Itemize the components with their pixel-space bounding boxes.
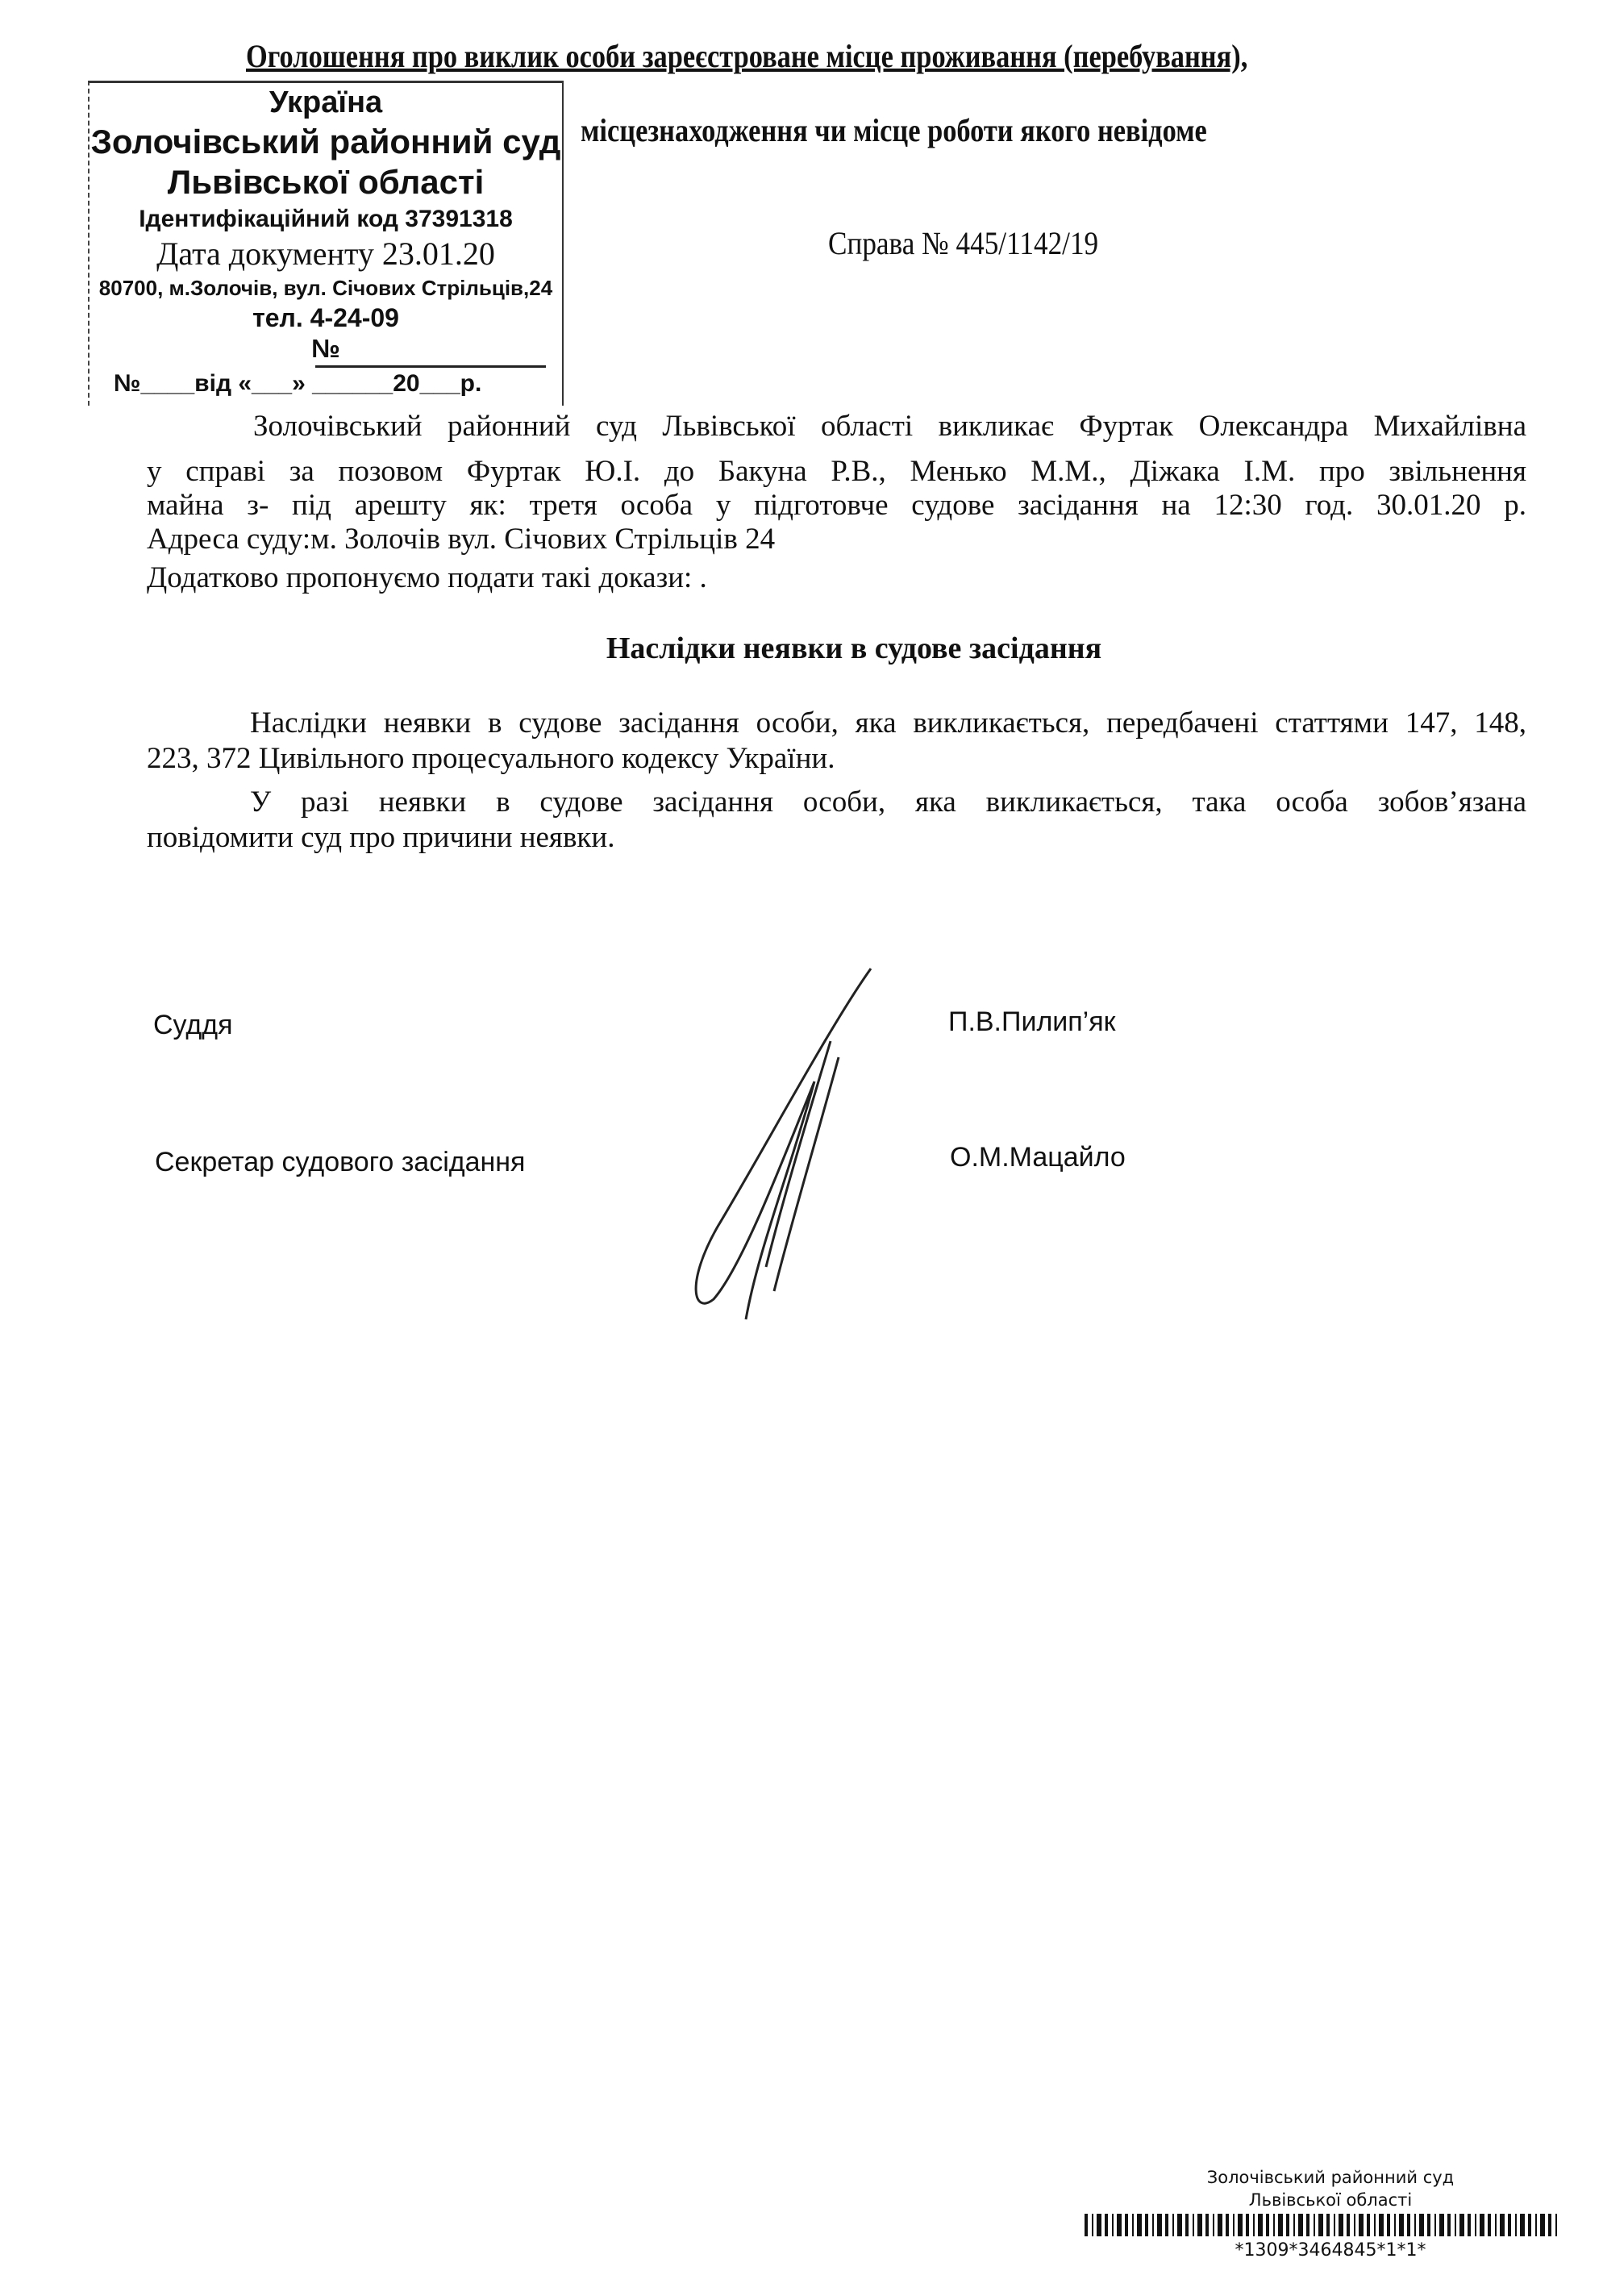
document-title-line-1: Оголошення про виклик особи зареєстроване місце проживання (перебування), — [246, 38, 1248, 74]
footer-court: Золочівський районний суд — [1206, 2168, 1455, 2187]
body-line: у справі за позовом Фуртак Ю.І. до Бакуна Р.В., Менько М.М., Діжака І.М. про звільнення — [147, 455, 1526, 488]
secretary-label: Секретар судового засідання — [155, 1147, 526, 1177]
judge-name: П.В.Пилип’як — [948, 1006, 1116, 1037]
summons-paragraph — [147, 410, 1526, 594]
stamp-number-label: № — [311, 334, 340, 363]
secretary-name: О.М.Мацайло — [950, 1142, 1126, 1173]
stamp-court: Золочівський районний суд — [90, 123, 561, 160]
stamp-from-line: №____від «___» ______20___р. — [114, 370, 482, 397]
consequences-line: 223, 372 Цивільного процесуального кодексу України. — [147, 742, 835, 775]
stamp-country: Україна — [269, 85, 383, 119]
court-stamp — [88, 81, 564, 406]
stamp-code: Ідентифікаційний код 37391318 — [139, 206, 513, 232]
case-number: Справа № 445/1142/19 — [828, 225, 1099, 261]
stamp-address: 80700, м.Золочів, вул. Січових Стрільців,24 — [98, 276, 553, 300]
barcode-number: *1309*3464845*1*1* — [1235, 2240, 1426, 2261]
footer-region: Львівської області — [1248, 2190, 1413, 2210]
handwritten-signature — [669, 960, 879, 1323]
body-line: Золочівський районний суд Львівської області викликає Фуртак Олександра Михайлівна — [253, 410, 1526, 443]
consequences-heading: Наслідки неявки в судове засідання — [606, 631, 1102, 665]
barcode — [1085, 2214, 1560, 2236]
consequences-line: повідомити суд про причини неявки. — [147, 821, 615, 854]
stamp-region: Львівської області — [167, 163, 485, 201]
body-line: майна з- під арешту як: третя особа у підготовче судове засідання на 12:30 год. 30.01.20 р. — [147, 489, 1526, 522]
document-title-line-2: місцезнаходження чи місце роботи якого невідоме — [581, 112, 1207, 148]
body-line: Адреса суду:м. Золочів вул. Січових Стрільців 24 — [147, 523, 776, 556]
consequences-line: Наслідки неявки в судове засідання особи, яка викликається, передбачені статтями 147, 148, — [250, 706, 1526, 740]
consequences-line: У разі неявки в судове засідання особи, яка викликається, така особа зобов’язана — [250, 785, 1526, 819]
consequences-paragraph — [147, 708, 1526, 869]
judge-label: Суддя — [153, 1010, 233, 1040]
stamp-document-date: Дата документу 23.01.20 — [156, 235, 495, 272]
stamp-number-line — [315, 365, 546, 368]
body-line: Додатково пропонуємо подати такі докази: . — [147, 561, 707, 594]
stamp-phone: тел. 4-24-09 — [252, 303, 399, 332]
